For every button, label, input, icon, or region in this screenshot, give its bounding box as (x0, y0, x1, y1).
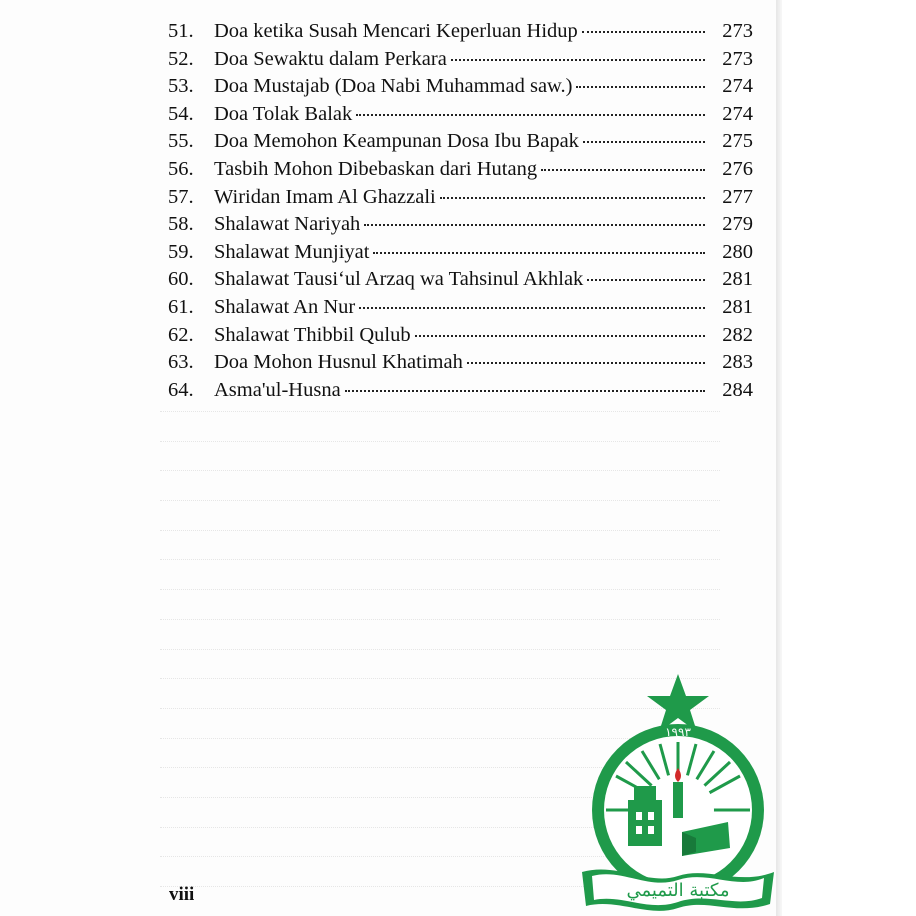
toc-page: 279 (722, 213, 753, 236)
toc-title: Shalawat Munjiyat (214, 240, 370, 263)
dot-leader (576, 86, 705, 88)
toc-title: Doa Memohon Keampunan Dosa Ibu Bapak (214, 130, 579, 153)
toc-title: Doa Mustajab (Doa Nabi Muhammad saw.) (214, 75, 573, 98)
toc-title: Shalawat Tausi‘ul Arzaq wa Tahsinul Akhlak (214, 268, 584, 291)
toc-number: 60. (168, 268, 194, 291)
toc-title: Doa Sewaktu dalam Perkara (214, 47, 447, 70)
toc-number: 63. (168, 351, 194, 374)
toc-number: 58. (168, 213, 194, 236)
toc-row (168, 20, 753, 48)
toc-number: 53. (168, 75, 194, 98)
dot-leader (345, 390, 705, 392)
toc-row (168, 241, 753, 269)
toc-number: 57. (168, 185, 194, 208)
toc-page: 273 (722, 20, 753, 42)
toc-row (168, 48, 753, 76)
toc-page: 277 (722, 185, 753, 208)
toc-row (168, 103, 753, 131)
dot-leader (415, 335, 705, 337)
toc-page: 283 (722, 351, 753, 374)
toc-page: 276 (722, 157, 753, 180)
toc-row (168, 186, 753, 214)
toc-row (168, 351, 753, 379)
dot-leader (356, 114, 705, 116)
toc-page: 280 (722, 240, 753, 263)
stamp-year: ١٩٩٣ (665, 725, 691, 739)
toc-row (168, 158, 753, 186)
dot-leader (451, 59, 705, 61)
dot-leader (587, 279, 705, 281)
toc-page: 275 (722, 130, 753, 153)
toc-page: 281 (722, 268, 753, 291)
toc-title: Shalawat Thibbil Qulub (214, 323, 411, 346)
dot-leader (359, 307, 705, 309)
dot-leader (541, 169, 705, 171)
page-folio: viii (169, 884, 195, 905)
dot-leader (467, 362, 705, 364)
toc-number: 62. (168, 323, 194, 346)
toc-title: Shalawat Nariyah (214, 213, 361, 236)
toc-number: 51. (168, 20, 194, 42)
toc-row (168, 130, 753, 158)
toc-number: 54. (168, 102, 194, 125)
dot-leader (583, 141, 705, 143)
toc-row (168, 268, 753, 296)
star-icon (647, 674, 709, 732)
toc-number: 52. (168, 47, 194, 70)
toc-title: Wiridan Imam Al Ghazzali (214, 185, 436, 208)
toc-number: 56. (168, 157, 194, 180)
toc-page: 274 (722, 102, 753, 125)
toc-row (168, 379, 753, 407)
toc-title: Asma'ul-Husna (214, 378, 341, 401)
table-of-contents (168, 20, 753, 406)
stamp-arabic-name: مكتبة التميمي (626, 880, 730, 901)
toc-number: 55. (168, 130, 194, 153)
toc-page: 284 (722, 378, 753, 401)
toc-row (168, 324, 753, 352)
toc-row (168, 213, 753, 241)
dot-leader (373, 252, 705, 254)
toc-page: 281 (722, 295, 753, 318)
dot-leader (364, 224, 705, 226)
toc-row (168, 75, 753, 103)
toc-number: 64. (168, 378, 194, 401)
dot-leader (440, 197, 705, 199)
toc-page: 282 (722, 323, 753, 346)
toc-row (168, 296, 753, 324)
library-stamp-logo (578, 672, 778, 912)
toc-title: Doa ketika Susah Mencari Keperluan Hidup (214, 20, 578, 42)
toc-title: Shalawat An Nur (214, 295, 356, 318)
toc-page: 273 (722, 47, 753, 70)
toc-number: 59. (168, 240, 194, 263)
toc-number: 61. (168, 295, 194, 318)
dot-leader (582, 31, 705, 33)
toc-title: Doa Tolak Balak (214, 102, 353, 125)
toc-title: Tasbih Mohon Dibebaskan dari Hutang (214, 157, 538, 180)
toc-page: 274 (722, 75, 753, 98)
toc-title: Doa Mohon Husnul Khatimah (214, 351, 463, 374)
